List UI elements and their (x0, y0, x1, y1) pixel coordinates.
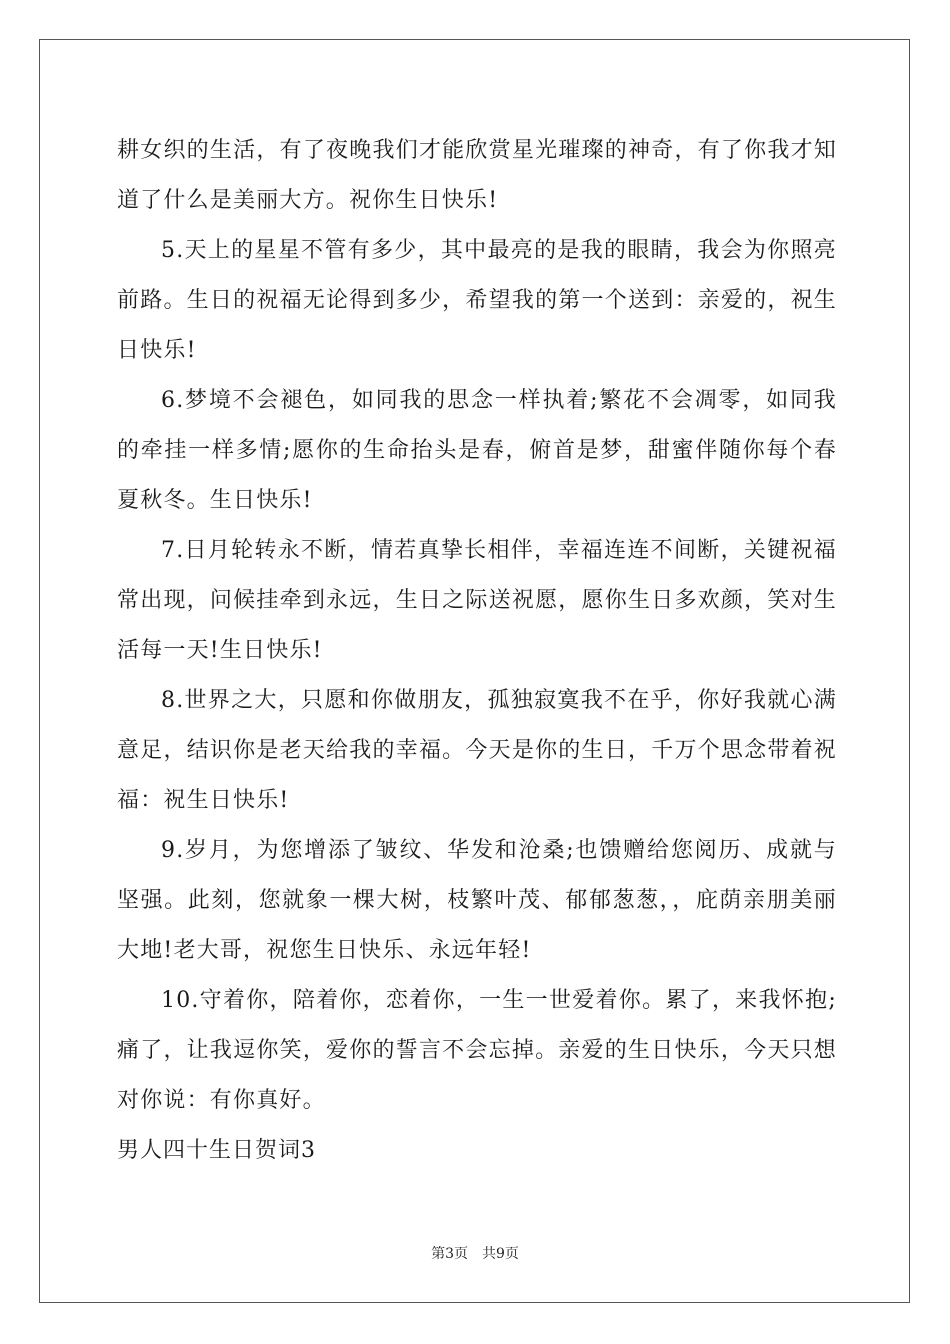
section-heading: 男人四十生日贺词3 (117, 1138, 316, 1163)
paragraph-wish-10: 10.守着你，陪着你，恋着你，一生一世爱着你。累了，来我怀抱;痛了，让我逗你笑，爱你的誓言不会忘掉。亲爱的生日快乐，今天只想对你说：有你真好。 (117, 988, 837, 1113)
paragraph-wish-7: 7.日月轮转永不断，情若真挚长相伴，幸福连连不间断，关键祝福常出现，问候挂牵到永远，生日之际送祝愿，愿你生日多欢颜，笑对生活每一天!生日快乐! (117, 538, 837, 663)
paragraph-wish-8: 8.世界之大，只愿和你做朋友，孤独寂寞我不在乎，你好我就心满意足，结识你是老天给我的幸福。今天是你的生日，千万个思念带着祝福：祝生日快乐! (117, 688, 837, 813)
paragraph-continued: 耕女织的生活，有了夜晚我们才能欣赏星光璀璨的神奇，有了你我才知道了什么是美丽大方。祝你生日快乐! (117, 138, 837, 213)
page-footer (0, 1243, 950, 1263)
paragraph-wish-5: 5.天上的星星不管有多少，其中最亮的是我的眼睛，我会为你照亮前路。生日的祝福无论得到多少，希望我的第一个送到：亲爱的，祝生日快乐! (117, 238, 837, 363)
page-total: 共9页 (482, 1246, 519, 1262)
paragraph-wish-6: 6.梦境不会褪色，如同我的思念一样执着;繁花不会凋零，如同我的牵挂一样多情;愿你的生命抬头是春，俯首是梦，甜蜜伴随你每个春夏秋冬。生日快乐! (117, 388, 837, 513)
paragraph-wish-9: 9.岁月，为您增添了皱纹、华发和沧桑;也馈赠给您阅历、成就与坚强。此刻，您就象一棵大树，枝繁叶茂、郁郁葱葱，，庇荫亲朋美丽大地!老大哥，祝您生日快乐、永远年轻! (117, 838, 837, 963)
document-body (117, 126, 837, 1176)
page-number: 第3页 (431, 1246, 468, 1262)
